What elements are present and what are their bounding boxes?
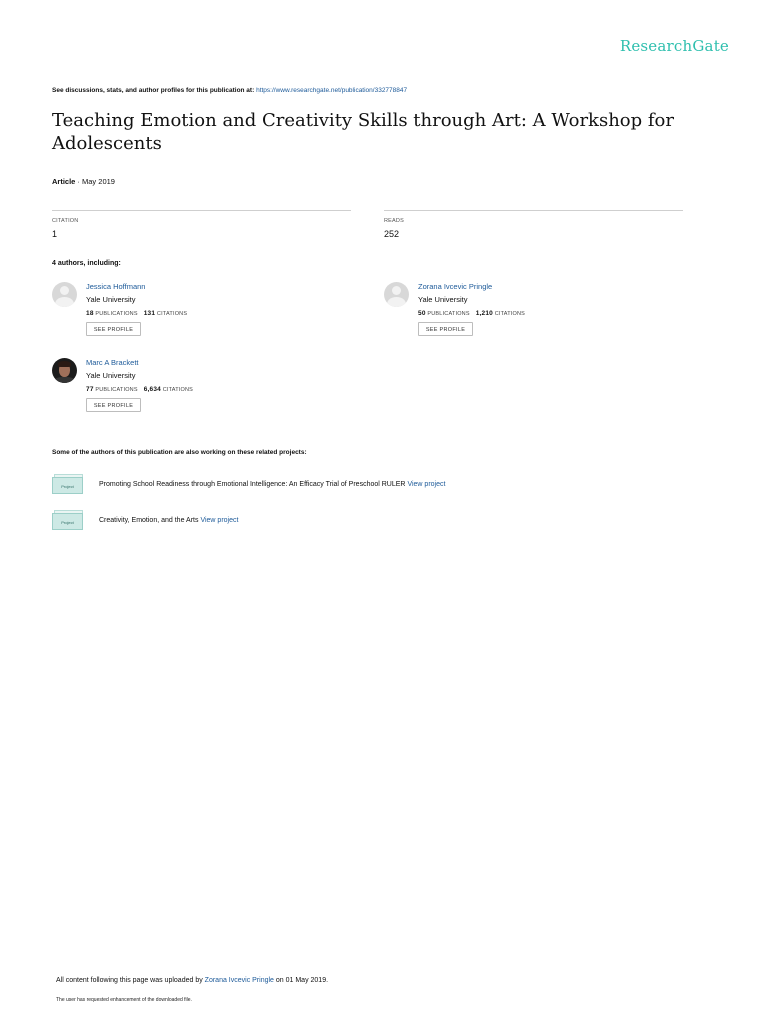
reads-divider: [384, 210, 683, 211]
avatar-placeholder-icon[interactable]: [384, 282, 409, 307]
upload-note: [56, 977, 328, 984]
publication-title: Teaching Emotion and Creativity Skills through Art: A Workshop for Adolescents: [52, 110, 674, 154]
project-title: Creativity, Emotion, and the Arts: [99, 517, 199, 524]
see-profile-button[interactable]: SEE PROFILE: [86, 398, 141, 412]
author-photo-avatar[interactable]: [52, 358, 77, 383]
researchgate-logo[interactable]: ResearchGate: [619, 37, 729, 55]
reads-count: 252: [384, 229, 400, 239]
project-item: [52, 474, 712, 498]
project-title: Promoting School Readiness through Emotional Intelligence: An Efficacy Trial of Preschool RULER: [99, 481, 406, 488]
publications-label: PUBLICATIONS: [95, 311, 138, 317]
citations-label: CITATIONS: [156, 311, 188, 317]
see-profile-button[interactable]: SEE PROFILE: [418, 322, 473, 336]
author-institution: Yale University: [418, 295, 468, 304]
publications-count: 18: [86, 310, 94, 317]
meta-separator: ·: [75, 177, 83, 186]
uploader-link[interactable]: Zorana Ivcevic Pringle: [204, 977, 274, 984]
publications-label: PUBLICATIONS: [95, 387, 138, 393]
upload-date: on 01 May 2019.: [275, 977, 329, 984]
publication-date: May 2019: [82, 177, 115, 186]
author-card: [384, 282, 684, 348]
view-project-link[interactable]: View project: [407, 481, 446, 488]
publications-count: 50: [418, 310, 426, 317]
project-item: [52, 510, 712, 534]
see-profile-button[interactable]: SEE PROFILE: [86, 322, 141, 336]
author-stats: [86, 386, 193, 393]
citations-count: 131: [143, 310, 156, 317]
discussion-note: [52, 87, 407, 94]
author-institution: Yale University: [86, 371, 136, 380]
citation-divider: [52, 210, 351, 211]
related-projects-heading: Some of the authors of this publication are also working on these related projects:: [52, 449, 307, 456]
citation-count: 1: [52, 229, 58, 239]
view-project-link[interactable]: View project: [200, 517, 239, 524]
author-stats: [86, 310, 187, 317]
citations-count: 1,210: [475, 310, 493, 317]
citations-label: CITATIONS: [494, 311, 526, 317]
project-folder-icon: [52, 474, 83, 495]
author-name-link[interactable]: Marc A Brackett: [86, 358, 139, 367]
author-name-link[interactable]: Jessica Hoffmann: [86, 282, 146, 291]
reads-label: READS: [384, 218, 404, 224]
citations-label: CITATIONS: [162, 387, 194, 393]
author-card: [52, 358, 352, 424]
publications-label: PUBLICATIONS: [427, 311, 470, 317]
enhancement-note: The user has requested enhancement of the downloaded file.: [56, 997, 192, 1003]
publication-meta: [52, 177, 115, 186]
author-name-link[interactable]: Zorana Ivcevic Pringle: [418, 282, 493, 291]
project-icon-label: Project: [52, 513, 83, 530]
project-folder-icon: [52, 510, 83, 531]
author-card: [52, 282, 352, 348]
publication-url-link[interactable]: https://www.researchgate.net/publication/332778847: [256, 87, 408, 94]
discussion-text: See discussions, stats, and author profiles for this publication at:: [52, 87, 255, 94]
citations-count: 6,634: [143, 386, 161, 393]
publications-count: 77: [86, 386, 94, 393]
authors-heading: 4 authors, including:: [52, 260, 121, 267]
publication-type: Article: [52, 177, 76, 186]
author-institution: Yale University: [86, 295, 136, 304]
avatar-placeholder-icon[interactable]: [52, 282, 77, 307]
citation-label: CITATION: [52, 218, 79, 224]
upload-prefix: All content following this page was uploaded by: [56, 977, 203, 984]
project-icon-label: Project: [52, 477, 83, 494]
author-stats: [418, 310, 525, 317]
